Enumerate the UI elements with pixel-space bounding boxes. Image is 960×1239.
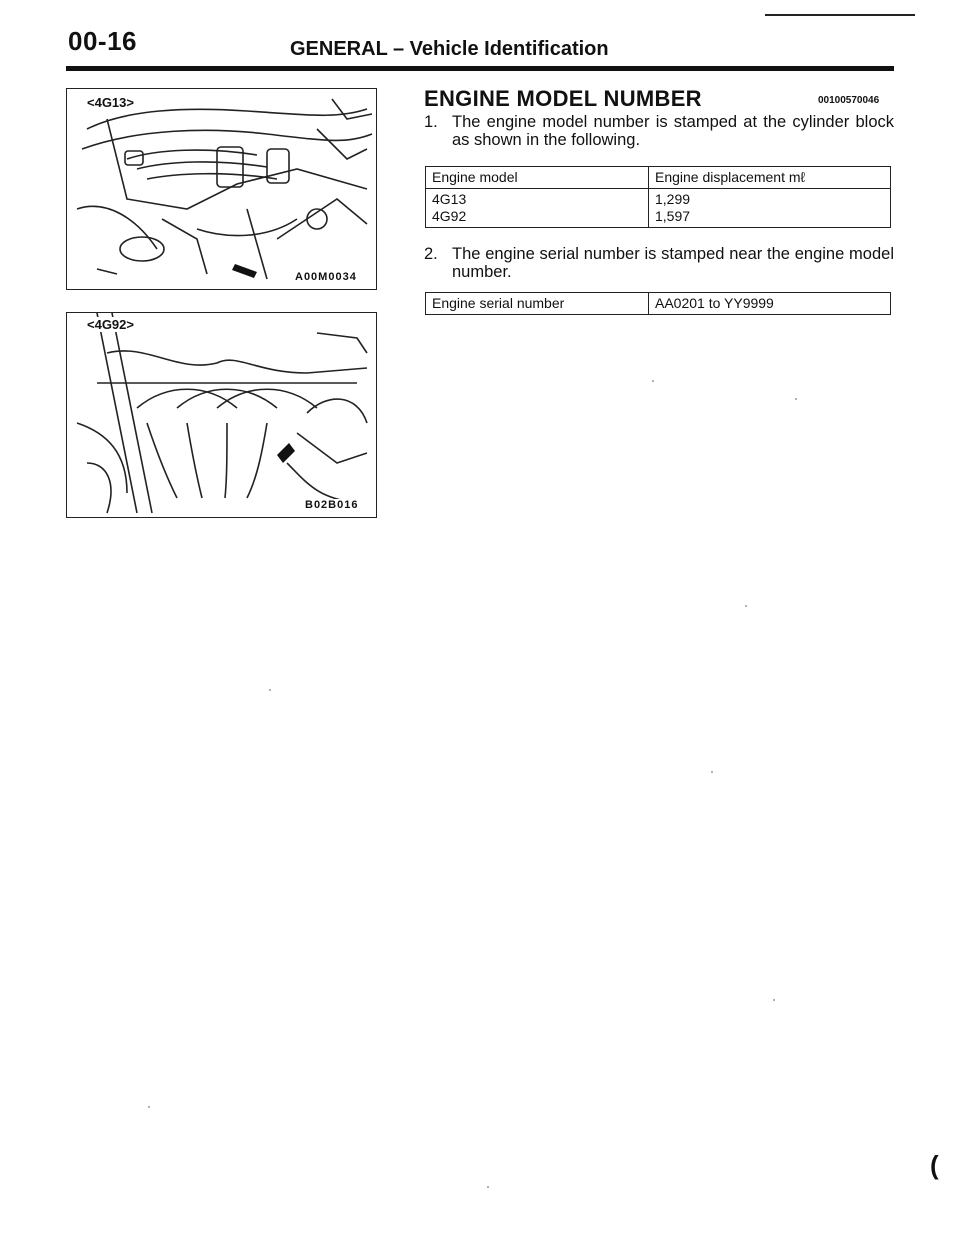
table-cell [649,189,891,228]
table-row [426,189,891,228]
scan-speck [652,380,654,382]
table-cell [426,189,649,228]
paragraph-1 [424,113,894,153]
figure-4g92-engine [66,312,377,518]
page-number: 00-16 [68,26,137,56]
displacement-value: 1,299 [655,191,691,207]
figure-label: <4G13> [87,95,134,110]
displacement-value: 1,597 [655,208,691,224]
paragraph-text: The engine serial number is stamped near the engine model number. [452,245,894,281]
table-cell: AA0201 to YY9999 [649,293,891,315]
engine-4g13-illustration [67,89,376,289]
figure-4g13-engine [66,88,377,290]
scan-speck [745,605,747,607]
stray-mark: ( [930,1150,939,1180]
paragraph-number: 1. [424,113,438,131]
page-title: GENERAL – Vehicle Identification [290,38,609,60]
paragraph-text: The engine model number is stamped at the cylinder block as shown in the following. [452,113,894,149]
paragraph-2 [424,245,894,285]
section-code: 00100570046 [818,95,880,106]
serial-number-table [425,292,891,315]
figure-code: B02B016 [305,499,359,511]
arrow-indicator-icon [277,443,295,463]
scan-speck [148,1106,150,1108]
scan-speck [773,999,775,1001]
table-header-cell: Engine displacement mℓ [649,167,891,189]
table-header-cell: Engine model [426,167,649,189]
table-header-row [426,167,891,189]
engine-model-value: 4G92 [432,208,467,224]
scan-speck [269,689,271,691]
scan-speck [711,771,713,773]
top-rule [765,14,915,16]
figure-code: A00M0034 [295,271,357,283]
arrow-indicator-icon [232,264,257,278]
scan-speck [487,1186,489,1188]
engine-4g92-illustration [67,313,376,517]
paragraph-number: 2. [424,245,438,263]
table-header-cell: Engine serial number [426,293,649,315]
engine-model-value: 4G13 [432,191,467,207]
engine-displacement-table [425,166,891,228]
scan-speck [795,398,797,400]
section-title: ENGINE MODEL NUMBER [424,86,702,111]
figure-label: <4G92> [87,317,134,332]
table-row [426,293,891,315]
header-divider [66,66,894,71]
